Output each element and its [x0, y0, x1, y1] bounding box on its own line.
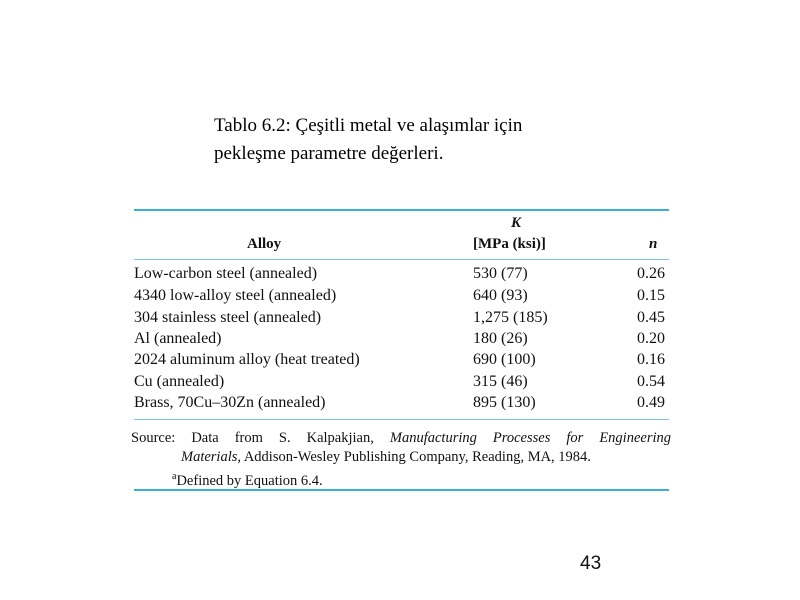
cell-alloy: Brass, 70Cu–30Zn (annealed) [134, 394, 326, 411]
cell-alloy: Low-carbon steel (annealed) [134, 265, 318, 282]
table-row [134, 392, 669, 413]
cell-alloy: 4340 low-alloy steel (annealed) [134, 287, 337, 304]
cell-alloy: Al (annealed) [134, 330, 222, 347]
source-book-title-1: Manufacturing Processes for Engineering [389, 430, 671, 446]
body-bottom-rule [134, 419, 669, 420]
source-prefix: Source: Data from S. Kalpakjian, [131, 430, 390, 446]
footnote-text: Defined by Equation 6.4. [176, 472, 323, 489]
header-k-units: [MPa (ksi)] [473, 236, 546, 252]
header-rule [134, 259, 669, 260]
header-alloy: Alloy [247, 236, 282, 252]
header-k-symbol: K [511, 215, 522, 231]
page-number: 43 [580, 553, 602, 574]
table-row [134, 328, 669, 349]
source-note [131, 429, 671, 491]
source-line-2 [131, 448, 671, 467]
footnote-mark: a [172, 471, 177, 482]
table-bottom-rule [134, 489, 669, 491]
cell-k: 315 (46) [473, 373, 528, 390]
table-row [134, 371, 669, 392]
source-line-1 [131, 429, 671, 448]
cell-n: 0.16 [637, 351, 665, 368]
table-row [134, 285, 669, 306]
table-row [134, 307, 669, 328]
table-row [134, 349, 669, 370]
cell-n: 0.54 [637, 373, 665, 390]
cell-n: 0.15 [637, 287, 665, 304]
table-row [134, 263, 669, 284]
cell-k: 1,275 (185) [473, 309, 548, 326]
cell-n: 0.20 [637, 330, 665, 347]
cell-k: 690 (100) [473, 351, 536, 368]
cell-alloy: 2024 aluminum alloy (heat treated) [134, 351, 360, 368]
footnote [131, 467, 671, 491]
caption-line-1: Tablo 6.2: Çeşitli metal ve alaşımlar için [214, 115, 523, 136]
cell-k: 640 (93) [473, 287, 528, 304]
cell-alloy: Cu (annealed) [134, 373, 225, 390]
cell-k: 895 (130) [473, 394, 536, 411]
cell-n: 0.45 [637, 309, 665, 326]
source-book-title-2: Materials [181, 449, 238, 465]
header-n: n [649, 236, 658, 252]
cell-alloy: 304 stainless steel (annealed) [134, 309, 322, 326]
table-caption [214, 112, 634, 168]
table-top-rule [134, 209, 669, 211]
caption-line-2: pekleşme parametre değerleri. [214, 143, 444, 164]
cell-k: 530 (77) [473, 265, 528, 282]
cell-k: 180 (26) [473, 330, 528, 347]
cell-n: 0.26 [637, 265, 665, 282]
cell-n: 0.49 [637, 394, 665, 411]
source-suffix: , Addison-Wesley Publishing Company, Reading, MA, 1984. [237, 449, 591, 465]
